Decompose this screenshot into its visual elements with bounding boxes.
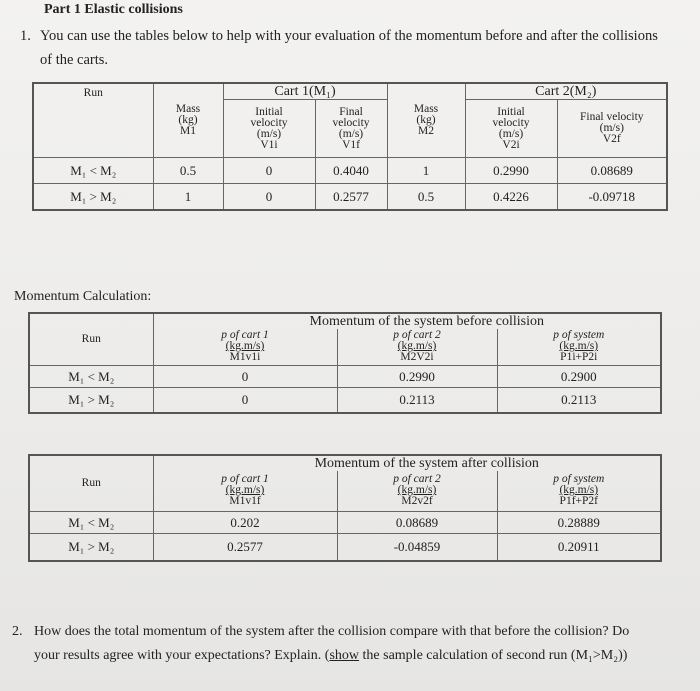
cart2-title: Cart 2(M₂): [465, 83, 667, 100]
ps-cell: 0.2900: [497, 365, 661, 387]
v1i-cell: 0: [223, 158, 315, 184]
ps-cell: 0.2113: [497, 387, 661, 413]
run-cell: M₁ < M₂: [33, 158, 153, 184]
initial-velocity2-header: Initial velocity (m/s) V2i: [465, 100, 557, 158]
p-system-header: p of system (kg.m/s) P1f+P2f: [497, 471, 661, 511]
momentum-heading: Momentum Calculation:: [14, 289, 152, 304]
after-title: Momentum of the system after collision: [153, 455, 661, 471]
table-row: [29, 365, 661, 387]
before-title: Momentum of the system before collision: [153, 313, 661, 329]
v2f-cell: 0.08689: [557, 158, 667, 184]
table-row: [29, 533, 661, 561]
question-2: [12, 620, 629, 668]
velocity-table: [32, 82, 668, 211]
ps-cell: 0.28889: [497, 511, 661, 533]
p1-cell: 0.2577: [153, 533, 337, 561]
mass2-cell: 1: [387, 158, 465, 184]
mass2-header: Mass (kg) M2: [387, 83, 465, 158]
p-cart1-header: p of cart 1 (kg.m/s) M1v1f: [153, 471, 337, 511]
question-1-line2: of the carts.: [40, 52, 109, 68]
table-row: [29, 387, 661, 413]
run-header: Run: [29, 313, 153, 365]
mass1-header: Mass (kg) M1: [153, 83, 223, 158]
p2-cell: -0.04859: [337, 533, 497, 561]
p1-cell: 0.202: [153, 511, 337, 533]
v1f-cell: 0.4040: [315, 158, 387, 184]
v1i-cell: 0: [223, 184, 315, 210]
question-1: [20, 24, 658, 72]
run-cell: M₁ < M₂: [29, 511, 153, 533]
run-cell: M₁ < M₂: [29, 365, 153, 387]
v1f-cell: 0.2577: [315, 184, 387, 210]
question-1-number: 1.: [20, 28, 31, 44]
p-cart1-header: p of cart 1 (kg.m/s) M1v1i: [153, 329, 337, 365]
p1-cell: 0: [153, 365, 337, 387]
question-2-number: 2.: [12, 624, 23, 639]
run-cell: M₁ > M₂: [33, 184, 153, 210]
p2-cell: 0.2990: [337, 365, 497, 387]
cart1-title: Cart 1(M₁): [223, 83, 387, 100]
final-velocity2-header: Final velocity (m/s) V2f: [557, 100, 667, 158]
question-2-line1: How does the total momentum of the system after the collision compare with that before the collision? Do: [34, 624, 630, 639]
part-title: Part 1 Elastic collisions: [44, 2, 183, 17]
p2-cell: 0.2113: [337, 387, 497, 413]
table-row: [29, 511, 661, 533]
p2-cell: 0.08689: [337, 511, 497, 533]
momentum-after-table: [28, 454, 662, 562]
run-header: Run: [29, 455, 153, 511]
question-1-line1: You can use the tables below to help with your evaluation of the momentum before and after the collisions: [40, 28, 658, 44]
run-cell: M₁ > M₂: [29, 387, 153, 413]
run-header: Run: [33, 83, 153, 158]
final-velocity1-header: Final velocity (m/s) V1f: [315, 100, 387, 158]
p-system-header: p of system (kg.m/s) P1i+P2i: [497, 329, 661, 365]
question-2-line2: your results agree with your expectations? Explain. (show the sample calculation of second run (M₁>M₂)): [34, 648, 628, 663]
v2i-cell: 0.2990: [465, 158, 557, 184]
momentum-before-table: [28, 312, 662, 414]
mass1-cell: 1: [153, 184, 223, 210]
p1-cell: 0: [153, 387, 337, 413]
table-row: [33, 158, 667, 184]
p-cart2-header: p of cart 2 (kg.m/s) M2V2i: [337, 329, 497, 365]
v2i-cell: 0.4226: [465, 184, 557, 210]
v2f-cell: -0.09718: [557, 184, 667, 210]
mass1-cell: 0.5: [153, 158, 223, 184]
p-cart2-header: p of cart 2 (kg.m/s) M2v2f: [337, 471, 497, 511]
table-row: [33, 184, 667, 210]
run-cell: M₁ > M₂: [29, 533, 153, 561]
initial-velocity1-header: Initial velocity (m/s) V1i: [223, 100, 315, 158]
ps-cell: 0.20911: [497, 533, 661, 561]
mass2-cell: 0.5: [387, 184, 465, 210]
